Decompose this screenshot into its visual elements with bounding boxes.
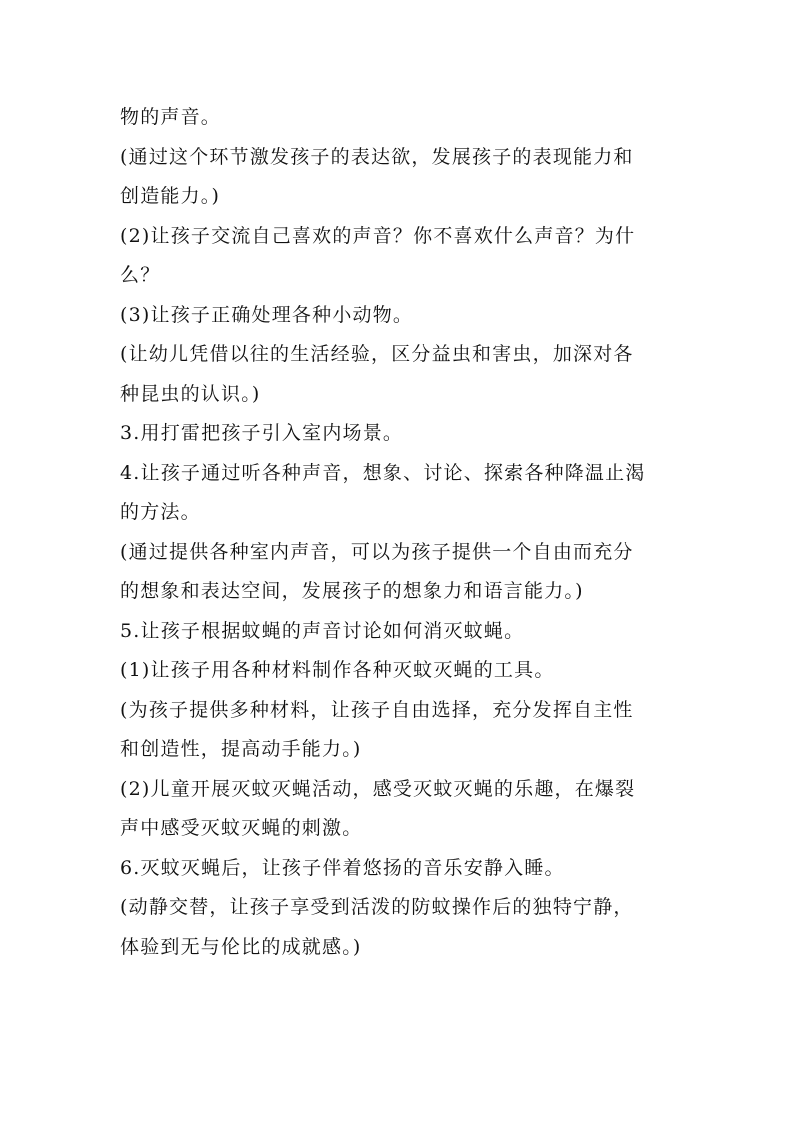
text-line: (通过提供各种室内声音，可以为孩子提供一个自由而充分 — [120, 540, 634, 563]
text-line: 创造能力。) — [120, 185, 221, 207]
text-line: (1)让孩子用各种材料制作各种灭蚊灭蝇的工具。 — [120, 659, 555, 681]
text-line: 5.让孩子根据蚊蝇的声音讨论如何消灭蚊蝇。 — [120, 619, 525, 642]
text-line: 么？ — [120, 264, 161, 286]
text-line: 体验到无与伦比的成就感。) — [120, 935, 362, 958]
text-line: (2)儿童开展灭蚊灭蝇活动，感受灭蚊灭蝇的乐趣，在爆裂 — [120, 777, 636, 800]
text-line: 的想象和表达空间，发展孩子的想象力和语言能力。) — [120, 580, 584, 602]
text-line: 物的声音。 — [120, 106, 222, 128]
document-body — [120, 98, 680, 967]
text-line: 声中感受灭蚊灭蝇的刺激。 — [120, 817, 363, 839]
text-line: (为孩子提供多种材料，让孩子自由选择，充分发挥自主性 — [120, 698, 634, 721]
text-line: (2)让孩子交流自己喜欢的声音？你不喜欢什么声音？为什 — [120, 224, 636, 247]
text-line: 6.灭蚊灭蝇后，让孩子伴着悠扬的音乐安静入睡。 — [120, 856, 565, 879]
text-line: 和创造性，提高动手能力。) — [120, 738, 362, 760]
text-line: (3)让孩子正确处理各种小动物。 — [120, 303, 414, 326]
text-line: 4.让孩子通过听各种声音，想象、讨论、探索各种降温止渴 — [120, 461, 646, 484]
text-line: (让幼儿凭借以往的生活经验，区分益虫和害虫，加深对各 — [120, 343, 634, 365]
text-line: 种昆虫的认识。) — [120, 382, 261, 405]
text-line: (动静交替，让孩子享受到活泼的防蚊操作后的独特宁静， — [120, 896, 634, 918]
text-line: 的方法。 — [120, 501, 201, 523]
text-line: (通过这个环节激发孩子的表达欲，发展孩子的表现能力和 — [120, 145, 634, 168]
text-line: 3.用打雷把孩子引入室内场景。 — [120, 422, 404, 444]
